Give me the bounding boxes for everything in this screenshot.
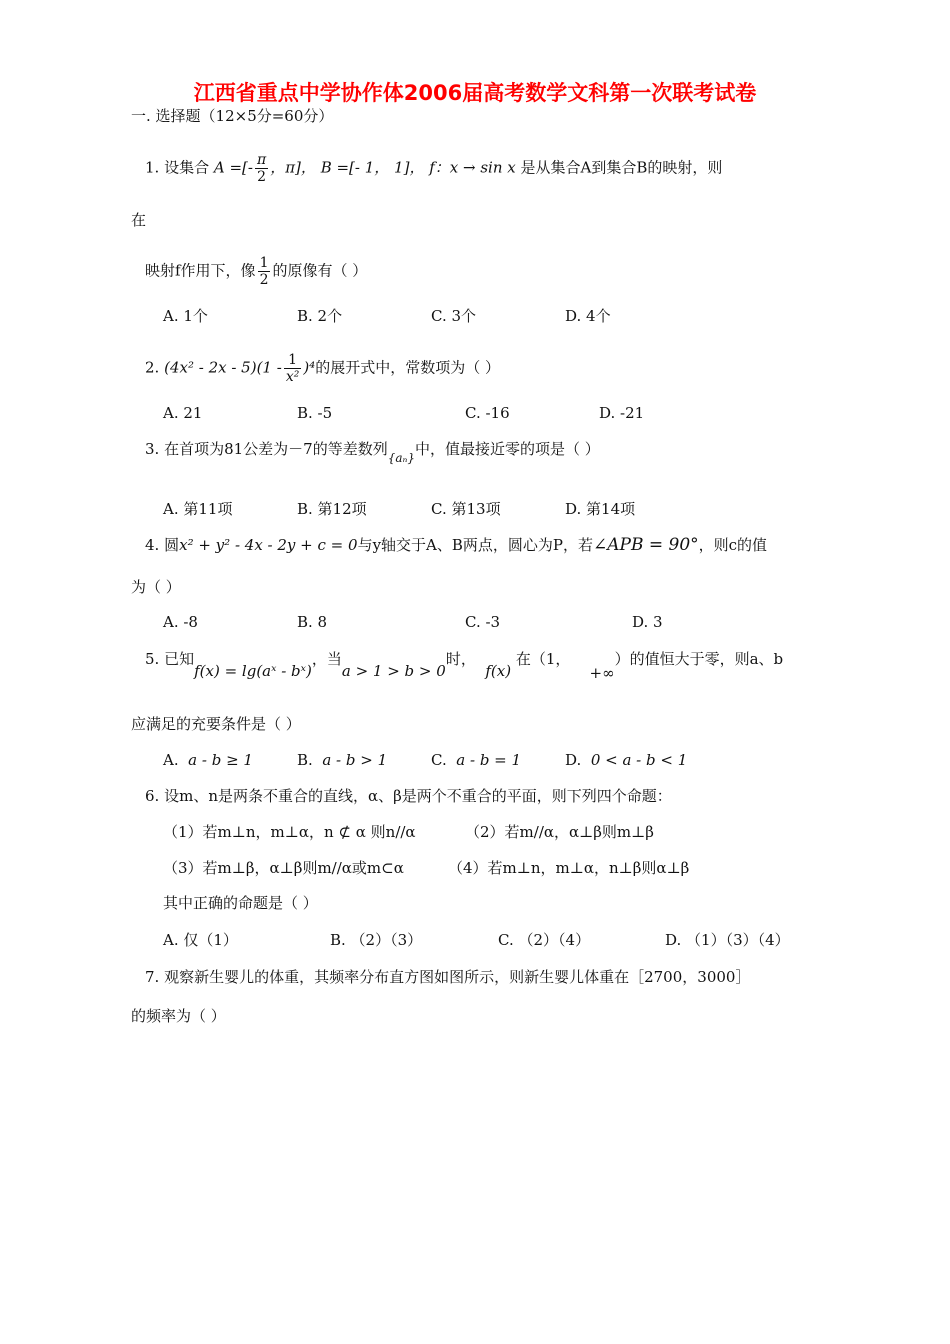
question-number: 1.	[145, 158, 160, 177]
q4-option-a: A. -8	[163, 613, 198, 631]
question-number: 5.	[145, 650, 160, 668]
q1-option-d: D. 4个	[565, 307, 611, 325]
q6-option-d: D. （1）（3）（4）	[665, 931, 790, 949]
sequence-an: {aₙ}	[387, 451, 416, 465]
q6-proposition-4: （4）若m⊥n，m⊥α，n⊥β则α⊥β	[448, 859, 690, 877]
q2-option-c: C. -16	[465, 404, 510, 422]
question-5-line-1: 5. 已知f(x) = lg(aˣ - bˣ)，当a > 1 > b > 0时， f(x) 在（1， +∞）的值恒大于零，则a、b	[145, 650, 784, 682]
q2-option-d: D. -21	[599, 404, 645, 422]
q6-proposition-3: （3）若m⊥β，α⊥β则m//α或m⊂α	[163, 859, 404, 877]
question-2-line-1: 2. (4x² - 2x - 5)(1 - $\frac{1}{\text{x²}}$ )⁴的展开式中，常数项为（ ）	[145, 352, 500, 385]
question-1-line-3: 映射f作用下，像 $\frac{1}{2}$ 的原像有（ ）	[145, 255, 368, 288]
question-number: 7.	[145, 968, 160, 986]
q3-option-d: D. 第14项	[565, 500, 636, 518]
q4-option-b: B. 8	[297, 613, 328, 631]
q1-option-b: B. 2个	[297, 307, 343, 325]
question-5-line-2: 应满足的充要条件是（ ）	[131, 715, 301, 733]
q5-option-d: D. 0 < a - b < 1	[565, 751, 688, 769]
q3-option-a: A. 第11项	[163, 500, 233, 518]
q5-option-a: A. a - b ≥ 1	[163, 751, 253, 769]
q1-option-c: C. 3个	[431, 307, 477, 325]
q6-proposition-2: （2）若m//α，α⊥β则m⊥β	[465, 823, 654, 841]
question-7-line-2: 的频率为（ ）	[131, 1007, 226, 1025]
q2-option-a: A. 21	[163, 404, 203, 422]
function-fx: f(x) = lg(aˣ - bˣ)	[194, 662, 312, 680]
q6-ask: 其中正确的命题是（ ）	[163, 894, 318, 912]
q4-option-c: C. -3	[465, 613, 501, 631]
q6-proposition-1: （1）若m⊥n，m⊥α，n ⊄ α 则n//α	[163, 823, 416, 841]
exam-title: 江西省重点中学协作体2006届高考数学文科第一次联考试卷	[193, 81, 757, 105]
q6-option-a: A. 仅（1）	[163, 931, 238, 949]
q5-option-c: C. a - b = 1	[431, 751, 522, 769]
question-number: 2.	[145, 358, 160, 377]
set-a: A =[-	[213, 158, 253, 177]
question-number: 3.	[145, 440, 160, 458]
positive-infinity: +∞	[589, 664, 615, 682]
mapping: f：x → sin x	[429, 158, 516, 177]
q6-option-c: C. （2）（4）	[498, 931, 591, 949]
fraction-one-over-x-squared: $\frac{1}{\text{x²}}$	[285, 352, 300, 385]
question-1-line-2: 在	[131, 211, 147, 229]
condition: a > 1 > b > 0	[341, 662, 446, 680]
question-7-line-1: 7. 观察新生婴儿的体重，其频率分布直方图如图所示，则新生婴儿体重在［2700，3000］	[145, 968, 751, 986]
q3-option-b: B. 第12项	[297, 500, 367, 518]
question-1-line-1: 1. 设集合 A =[- $\frac{\pi}{2}$ ，π]， B =[- 1， 1]， f：x → sin x 是从集合A到集合B的映射，则	[145, 152, 723, 185]
function-fx-2: f(x)	[485, 662, 512, 680]
angle-apb: ∠APB = 90°	[593, 535, 699, 555]
section-heading: 一. 选择题（12×5分=60分）	[131, 107, 334, 125]
question-4-line-2: 为（ ）	[131, 578, 181, 596]
q3-option-c: C. 第13项	[431, 500, 501, 518]
circle-equation: x² + y² - 4x - 2y + c = 0	[179, 536, 358, 554]
q5-option-b: B. a - b > 1	[297, 751, 388, 769]
q1-option-a: A. 1个	[163, 307, 208, 325]
fraction-pi-over-2: $\frac{\pi}{2}$	[256, 152, 267, 185]
question-3-line-1: 3. 在首项为81公差为－7的等差数列$_{\{a_n\}}$中，值最接近零的项是（ ）	[145, 440, 600, 465]
question-6-line-1: 6. 设m、n是两条不重合的直线，α、β是两个不重合的平面，则下列四个命题：	[145, 787, 672, 805]
expression: (4x² - 2x - 5)(1 -	[164, 358, 282, 377]
q6-option-b: B. （2）（3）	[330, 931, 423, 949]
question-4-line-1: 4. 圆x² + y² - 4x - 2y + c = 0与y轴交于A、B两点，圆心为P，若∠APB = 90°，则c的值	[145, 535, 768, 555]
question-number: 6.	[145, 787, 160, 805]
set-b: B =[- 1， 1]，	[320, 158, 425, 177]
fraction-one-half: $\frac{1}{2}$	[259, 255, 269, 288]
q4-option-d: D. 3	[632, 613, 663, 631]
question-number: 4.	[145, 536, 160, 554]
q2-option-b: B. -5	[297, 404, 333, 422]
